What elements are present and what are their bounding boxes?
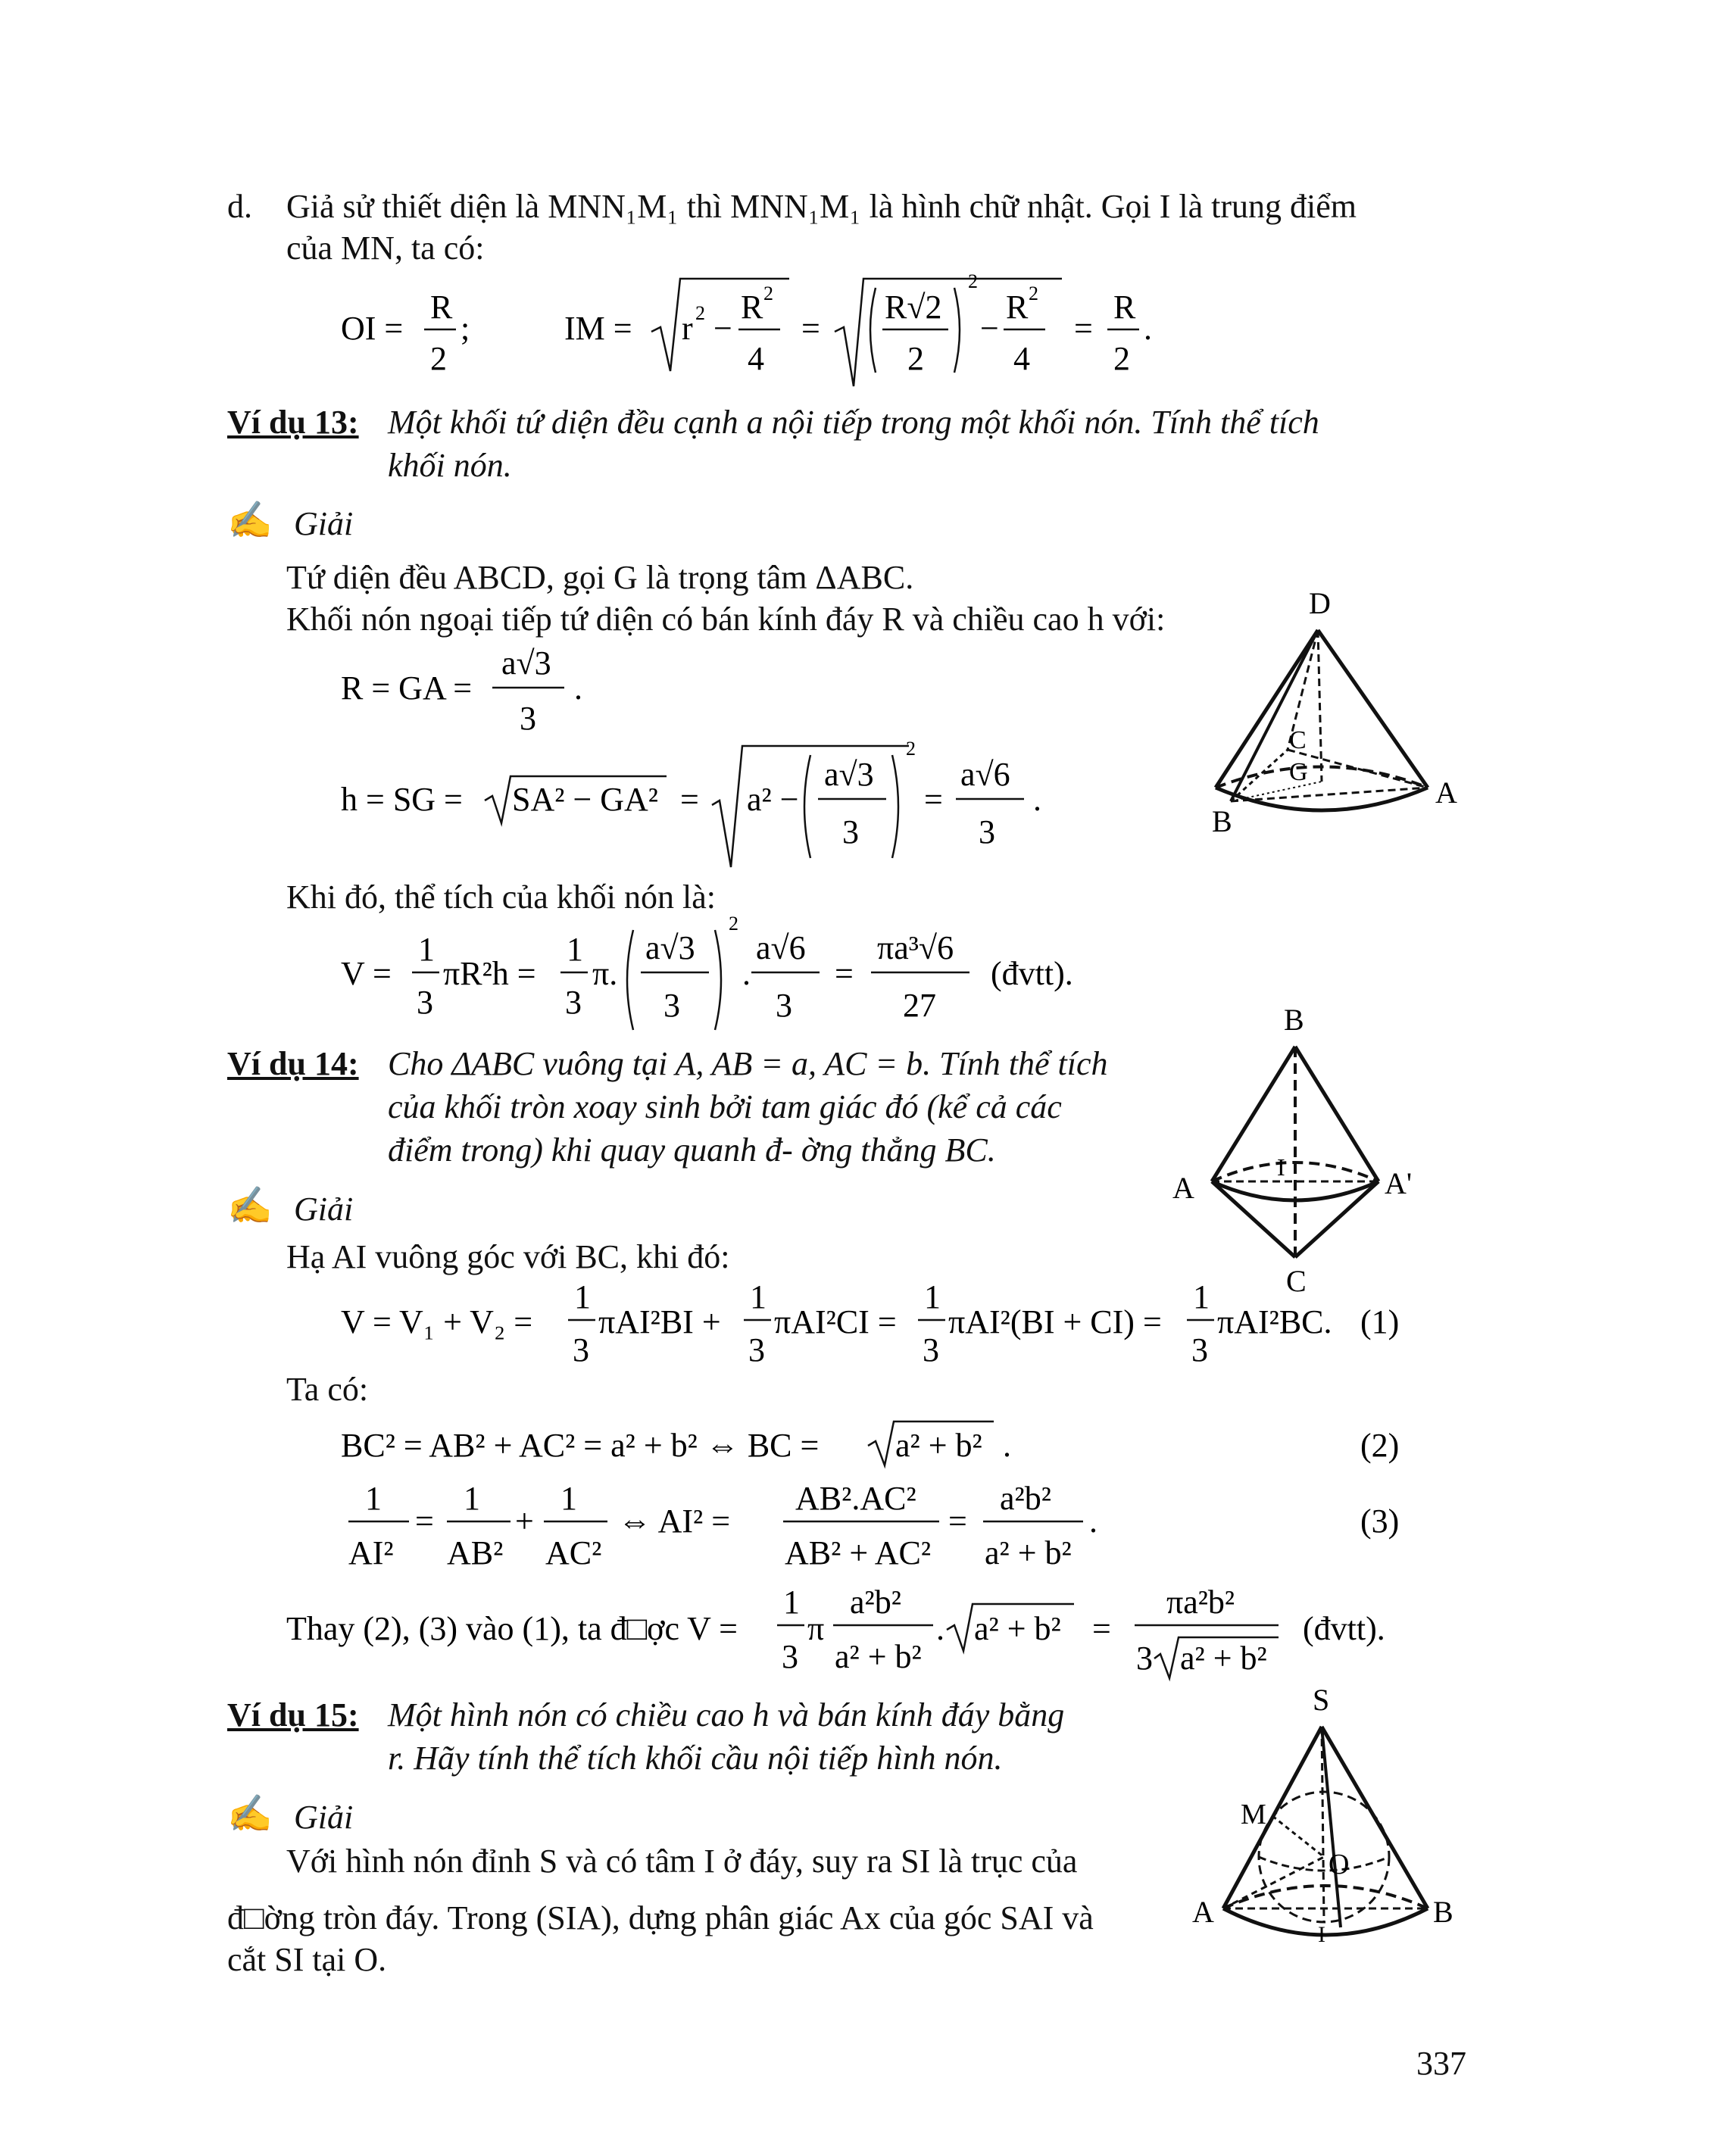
svg-text:3: 3 bbox=[776, 987, 792, 1024]
svg-text:R: R bbox=[1113, 289, 1136, 326]
cone-edge-right bbox=[1318, 630, 1428, 788]
ex15-line1: Một hình nón có chiều cao h và bán kính đáy bằng bbox=[388, 1696, 1065, 1734]
svg-text:−: − bbox=[713, 310, 732, 347]
label-B: B bbox=[1433, 1895, 1453, 1929]
svg-text:2: 2 bbox=[1029, 282, 1038, 304]
eq-oi-lhs: OI = bbox=[341, 310, 404, 347]
ex15-p1: Với hình nón đỉnh S và có tâm I ở đáy, suy ra SI là trục của bbox=[286, 1843, 1078, 1880]
ex14-label: Ví dụ 14: bbox=[227, 1045, 359, 1082]
svg-text:1: 1 bbox=[574, 1278, 591, 1315]
label-B: B bbox=[1212, 804, 1232, 838]
eq-rsqrt2: R√2 bbox=[885, 289, 942, 326]
svg-text:a² + b²: a² + b² bbox=[985, 1534, 1072, 1571]
ex13-solve: Giải bbox=[294, 505, 354, 542]
svg-text:a² + b²: a² + b² bbox=[974, 1610, 1061, 1647]
svg-text:πAI²BI +: πAI²BI + bbox=[598, 1303, 721, 1340]
svg-text:3: 3 bbox=[923, 1331, 939, 1368]
ex15-label: Ví dụ 15: bbox=[227, 1696, 359, 1734]
svg-text:2: 2 bbox=[968, 273, 978, 292]
ex13-p1: Tứ diện đều ABCD, gọi G là trọng tâm ΔABC. bbox=[286, 559, 914, 596]
svg-text:.: . bbox=[936, 1610, 944, 1647]
pen-icon: ✍ bbox=[227, 1186, 273, 1226]
base-back bbox=[1223, 1886, 1428, 1908]
label-C: C bbox=[1289, 726, 1307, 754]
equation-4 bbox=[280, 1575, 1447, 1689]
svg-text:AB² + AC²: AB² + AC² bbox=[785, 1534, 932, 1571]
ex14-line3: điểm trong) khi quay quanh đ- ờng thẳng BC. bbox=[388, 1131, 996, 1169]
svg-text:πAI²CI =: πAI²CI = bbox=[774, 1303, 897, 1340]
svg-text:a√3: a√3 bbox=[645, 929, 695, 966]
svg-text:3: 3 bbox=[979, 813, 995, 850]
ex14-p1: Hạ AI vuông góc với BC, khi đó: bbox=[286, 1238, 730, 1275]
svg-text:1: 1 bbox=[1193, 1278, 1210, 1315]
svg-text:1: 1 bbox=[464, 1480, 480, 1517]
part-d-line2: của MN, ta có: bbox=[286, 229, 485, 267]
svg-text:3: 3 bbox=[565, 984, 582, 1021]
equation-2 bbox=[333, 1412, 1424, 1473]
svg-text:πAI²(BI + CI) =: πAI²(BI + CI) = bbox=[948, 1303, 1162, 1340]
svg-text:3: 3 bbox=[573, 1331, 589, 1368]
label-I: I bbox=[1318, 1922, 1325, 1947]
equation-1 bbox=[333, 1276, 1424, 1375]
equation-3 bbox=[333, 1473, 1424, 1579]
figure-double-cone bbox=[1159, 1000, 1447, 1310]
svg-text:πa³√6: πa³√6 bbox=[877, 929, 954, 966]
ex13-label: Ví dụ 13: bbox=[227, 404, 359, 441]
svg-text:AI²: AI² bbox=[348, 1534, 394, 1571]
svg-text:(đvtt).: (đvtt). bbox=[991, 955, 1073, 992]
svg-text:(đvtt).: (đvtt). bbox=[1303, 1610, 1385, 1647]
ex15-line2: r. Hãy tính thể tích khối cầu nội tiếp hình nón. bbox=[388, 1740, 1003, 1777]
label-A: A bbox=[1172, 1171, 1194, 1205]
svg-text:.: . bbox=[1033, 781, 1041, 818]
eq-R2-num: R bbox=[741, 289, 763, 326]
svg-text:⇔ AI² =: ⇔ AI² = bbox=[618, 1503, 731, 1540]
svg-text:h = SG =: h = SG = bbox=[341, 781, 463, 818]
svg-text:2: 2 bbox=[907, 340, 924, 377]
ex14-p2: Ta có: bbox=[286, 1371, 369, 1408]
svg-text:=: = bbox=[948, 1503, 967, 1540]
svg-text:a√6: a√6 bbox=[960, 756, 1010, 793]
svg-text:1: 1 bbox=[560, 1480, 577, 1517]
svg-text:πAI²BC.: πAI²BC. bbox=[1217, 1303, 1332, 1340]
svg-text:2: 2 bbox=[763, 282, 773, 304]
label-O: O bbox=[1329, 1849, 1350, 1880]
ex14-line1: Cho ΔABC vuông tại A, AB = a, AC = b. Tính thể tích bbox=[388, 1045, 1108, 1082]
svg-text:=: = bbox=[415, 1503, 434, 1540]
svg-text:1: 1 bbox=[750, 1278, 767, 1315]
svg-text:(3): (3) bbox=[1360, 1503, 1400, 1540]
svg-text:4: 4 bbox=[1013, 340, 1030, 377]
svg-text:1: 1 bbox=[567, 931, 583, 968]
edge-AC bbox=[1212, 1181, 1295, 1257]
svg-text:BC² = AB² + AC² = a² + b² ⇔ BC: BC² = AB² + AC² = a² + b² ⇔ BC = bbox=[341, 1427, 820, 1464]
svg-text:=: = bbox=[801, 310, 820, 347]
figure-cone-tetrahedron bbox=[1197, 583, 1500, 856]
svg-text:AC²: AC² bbox=[545, 1534, 602, 1571]
part-d-line1: Giả sử thiết diện là MNN₁M₁ thì MNN₁M₁ là hình chữ nhật. Gọi I là trung điểm bbox=[286, 188, 1357, 225]
eq-oi-num: R bbox=[430, 289, 453, 326]
svg-text:1: 1 bbox=[924, 1278, 941, 1315]
label-A: A bbox=[1192, 1895, 1214, 1929]
svg-text:SA² − GA²: SA² − GA² bbox=[512, 781, 658, 818]
ex13-p3: Khi đó, thể tích của khối nón là: bbox=[286, 878, 716, 916]
pen-icon: ✍ bbox=[227, 501, 273, 541]
axis-DG bbox=[1318, 630, 1322, 782]
eq-R2-den: 4 bbox=[748, 340, 764, 377]
svg-text:.: . bbox=[574, 669, 582, 707]
svg-text:2: 2 bbox=[1113, 340, 1130, 377]
svg-text:1: 1 bbox=[365, 1480, 382, 1517]
svg-text:R: R bbox=[1006, 289, 1029, 326]
equation-v bbox=[333, 916, 1182, 1038]
svg-text:πR²h =: πR²h = bbox=[443, 955, 536, 992]
label-B: B bbox=[1284, 1003, 1304, 1037]
svg-text:πa²b²: πa²b² bbox=[1166, 1584, 1235, 1621]
svg-text:(2): (2) bbox=[1360, 1427, 1400, 1464]
svg-text:a²b²: a²b² bbox=[850, 1584, 901, 1621]
svg-text:−: − bbox=[980, 310, 999, 347]
svg-text:.: . bbox=[1003, 1427, 1011, 1464]
svg-text:=: = bbox=[924, 781, 943, 818]
svg-text:.: . bbox=[1144, 310, 1152, 347]
svg-text:+: + bbox=[515, 1503, 534, 1540]
svg-text:a² + b²: a² + b² bbox=[895, 1427, 982, 1464]
svg-text:V =: V = bbox=[341, 955, 392, 992]
svg-text:π: π bbox=[807, 1610, 825, 1647]
part-d-marker: d. bbox=[227, 188, 252, 225]
svg-text:2: 2 bbox=[695, 302, 705, 324]
svg-text:3: 3 bbox=[1136, 1640, 1153, 1677]
svg-text:a√3: a√3 bbox=[501, 644, 551, 682]
svg-text:AB².AC²: AB².AC² bbox=[795, 1480, 916, 1517]
ex14-solve: Giải bbox=[294, 1191, 354, 1228]
label-M: M bbox=[1241, 1799, 1266, 1830]
ex15-solve: Giải bbox=[294, 1799, 354, 1836]
equation-h bbox=[333, 738, 1076, 875]
svg-text:3: 3 bbox=[748, 1331, 765, 1368]
label-A-prime: A' bbox=[1385, 1166, 1413, 1200]
svg-text:2: 2 bbox=[906, 738, 916, 760]
equation-r bbox=[333, 642, 636, 748]
equation-oi-im bbox=[326, 273, 1204, 394]
svg-text:3: 3 bbox=[663, 987, 680, 1024]
label-A: A bbox=[1435, 775, 1457, 810]
label-I: I bbox=[1277, 1153, 1285, 1181]
label-G: G bbox=[1289, 758, 1308, 786]
page-number: 337 bbox=[1416, 2045, 1466, 2082]
svg-text:Thay (2), (3) vào (1), ta đ□ợc: Thay (2), (3) vào (1), ta đ□ợc V = bbox=[286, 1610, 738, 1647]
eq-r: r bbox=[682, 310, 693, 347]
svg-text:.: . bbox=[742, 955, 751, 992]
svg-text:a² −: a² − bbox=[747, 781, 799, 818]
svg-text:a√3: a√3 bbox=[824, 756, 874, 793]
svg-text:3: 3 bbox=[782, 1638, 798, 1675]
pen-icon: ✍ bbox=[227, 1794, 273, 1834]
svg-text:π.: π. bbox=[592, 955, 618, 992]
base-front bbox=[1223, 1908, 1428, 1935]
svg-text:a²b²: a²b² bbox=[1000, 1480, 1051, 1517]
eq-sep: ; bbox=[461, 310, 470, 347]
svg-text:3: 3 bbox=[417, 984, 433, 1021]
svg-text:2: 2 bbox=[729, 916, 738, 935]
label-S: S bbox=[1313, 1683, 1330, 1717]
svg-text:=: = bbox=[1074, 310, 1093, 347]
svg-text:V = V₁ + V₂ =: V = V₁ + V₂ = bbox=[341, 1303, 533, 1340]
ex13-line2: khối nón. bbox=[388, 447, 512, 484]
edge-BA2 bbox=[1295, 1047, 1378, 1181]
svg-text:a² + b²: a² + b² bbox=[1180, 1640, 1267, 1677]
svg-text:R = GA =: R = GA = bbox=[341, 669, 473, 707]
svg-text:(1): (1) bbox=[1360, 1303, 1400, 1340]
ex14-line2: của khối tròn xoay sinh bởi tam giác đó (kể cả các bbox=[388, 1088, 1062, 1125]
svg-text:AB²: AB² bbox=[447, 1534, 504, 1571]
ex13-p2: Khối nón ngoại tiếp tứ diện có bán kính đáy R và chiều cao h với: bbox=[286, 601, 1166, 638]
eq-im-lhs: IM = bbox=[564, 310, 632, 347]
figure-cone-sphere bbox=[1182, 1681, 1469, 1954]
svg-text:=: = bbox=[680, 781, 699, 818]
ex15-p3: cắt SI tại O. bbox=[227, 1941, 387, 1978]
svg-text:=: = bbox=[1092, 1610, 1111, 1647]
svg-text:3: 3 bbox=[1191, 1331, 1208, 1368]
svg-text:3: 3 bbox=[842, 813, 859, 850]
svg-text:a√6: a√6 bbox=[756, 929, 806, 966]
svg-text:=: = bbox=[835, 955, 854, 992]
ex15-p2: đ□ờng tròn đáy. Trong (SIA), dựng phân giác Ax của góc SAI và bbox=[227, 1899, 1094, 1936]
svg-text:1: 1 bbox=[783, 1584, 800, 1621]
svg-text:a² + b²: a² + b² bbox=[835, 1638, 922, 1675]
label-C: C bbox=[1286, 1264, 1307, 1298]
svg-text:1: 1 bbox=[418, 931, 435, 968]
ex13-line1: Một khối tứ diện đều cạnh a nội tiếp trong một khối nón. Tính thể tích bbox=[388, 404, 1319, 441]
svg-text:.: . bbox=[1089, 1503, 1097, 1540]
seg-MO bbox=[1272, 1816, 1324, 1857]
eq-oi-den: 2 bbox=[430, 340, 447, 377]
svg-text:3: 3 bbox=[520, 700, 536, 737]
svg-text:27: 27 bbox=[903, 987, 936, 1024]
edge-BC bbox=[1231, 750, 1288, 801]
edge-A2C bbox=[1295, 1181, 1378, 1257]
label-D: D bbox=[1309, 586, 1331, 620]
